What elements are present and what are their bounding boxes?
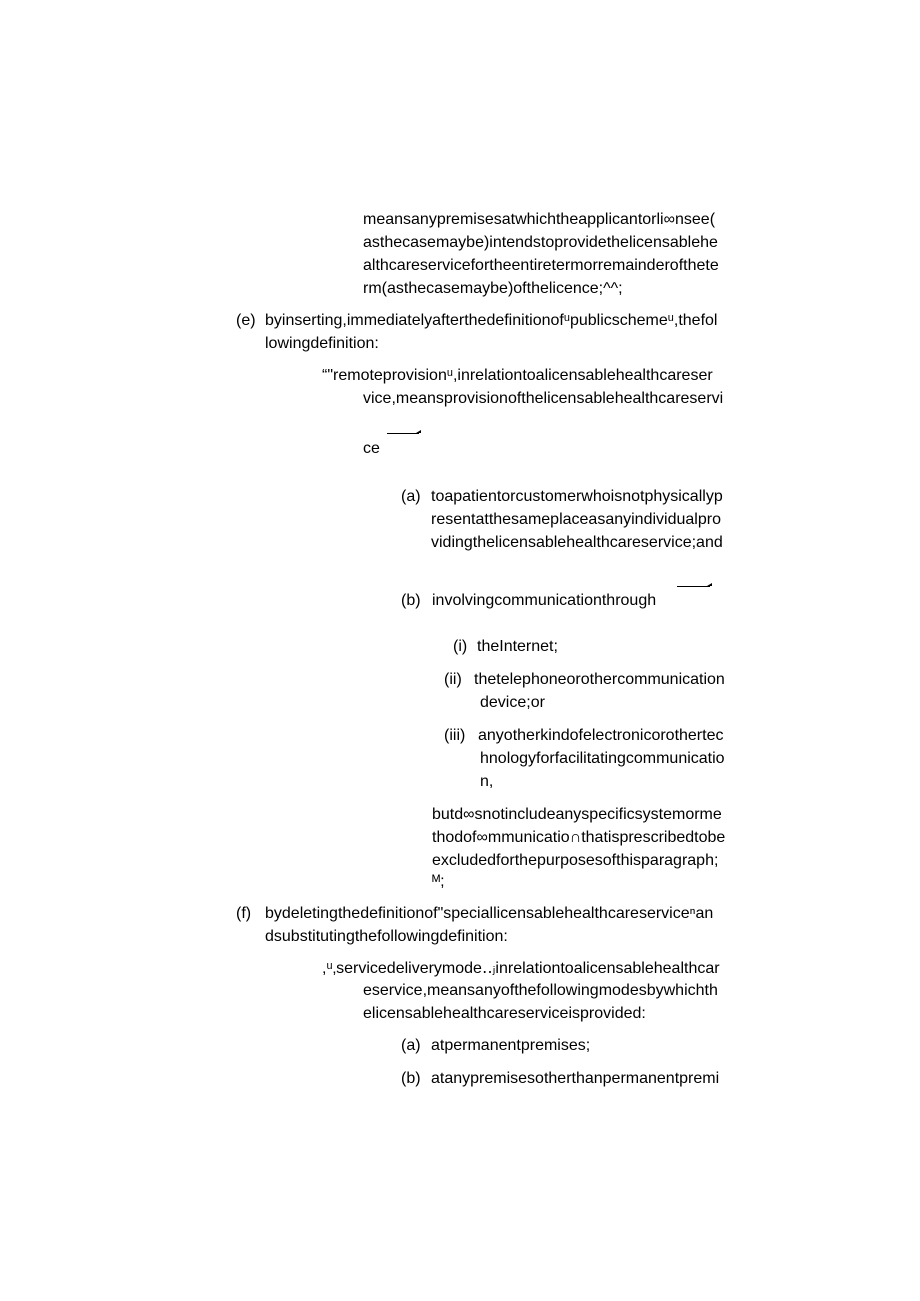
definition-line: meansanypremisesatwhichtheapplicantorli∞nsee( — [363, 211, 716, 228]
sub-label-b: (b) — [401, 592, 421, 609]
service-sub-label-b: (b) — [401, 1070, 421, 1087]
sub-a-line: resentatthesameplaceasanyindividualpro — [431, 511, 721, 528]
sub-a-line: vidingthelicensablehealthcareservice;and — [431, 534, 723, 551]
sub-ii-line: device;or — [480, 694, 545, 711]
definition-line: rm(asthecasemaybe)ofthelicence;^^; — [363, 280, 623, 297]
dash-mark — [387, 433, 419, 434]
sub-iii-line: n, — [480, 773, 494, 790]
service-def-line: elicensablehealthcareserviceisprovided: — [363, 1005, 646, 1022]
item-e-line: byinserting,immediatelyafterthedefinitionofᵘpublicschemeᵘ,thefol — [265, 312, 718, 329]
item-e-line: lowingdefinition: — [265, 335, 379, 352]
closing-line: thodof∞mmunicatio∩thatisprescribedtobe — [432, 829, 726, 846]
item-f-line: dsubstitutingthefollowingdefinition: — [265, 928, 508, 945]
definition-line: althcareservicefortheentiretermorremainderofthete — [363, 257, 719, 274]
remote-def-line: ce — [363, 440, 380, 457]
sub-i-text: theInternet; — [477, 638, 558, 655]
item-label-e: (e) — [236, 312, 256, 329]
closing-line: ᴹ; — [432, 873, 445, 890]
sub-label-ii: (ii) — [444, 671, 462, 688]
closing-line: butd∞snotincludeanyspecificsystemorme — [432, 806, 722, 823]
closing-line: excludedforthepurposesofthisparagraph; — [432, 852, 719, 869]
sub-b-text: involvingcommunicationthrough — [432, 592, 657, 609]
service-sub-a-text: atpermanentpremises; — [431, 1037, 591, 1054]
dash-mark — [677, 586, 710, 587]
service-sub-b-text: atanypremisesotherthanpermanentpremi — [431, 1070, 720, 1087]
service-def-line: ,ᵘ‚servicedeliverymode‥ⱼinrelationtoalicensablehealthcar — [322, 960, 720, 977]
definition-line: asthecasemaybe)intendstoprovidethelicensablehe — [363, 234, 718, 251]
sub-iii-line: anyotherkindofelectronicorothertec — [478, 727, 724, 744]
sub-label-a: (a) — [401, 488, 421, 505]
service-def-line: eservice,meansanyofthefollowingmodesbywhichth — [363, 982, 718, 999]
sub-iii-line: hnologyforfacilitatingcommunicatio — [480, 750, 725, 767]
item-label-f: (f) — [236, 905, 252, 922]
sub-label-i: (i) — [453, 638, 468, 655]
remote-def-line: vice,meansprovisionofthelicensablehealthcareservi — [363, 390, 724, 407]
sub-label-iii: (iii) — [444, 727, 466, 744]
remote-def-line: “"remoteprovisionᵘ,inrelationtoalicensablehealthcareser — [322, 367, 713, 384]
item-f-line: bydeletingthedefinitionof"speciallicensablehealthcareserviceⁿan — [265, 905, 714, 922]
sub-a-line: toapatientorcustomerwhoisnotphysicallyp — [431, 488, 723, 505]
service-sub-label-a: (a) — [401, 1037, 421, 1054]
sub-ii-line: thetelephoneorothercommunication — [474, 671, 725, 688]
